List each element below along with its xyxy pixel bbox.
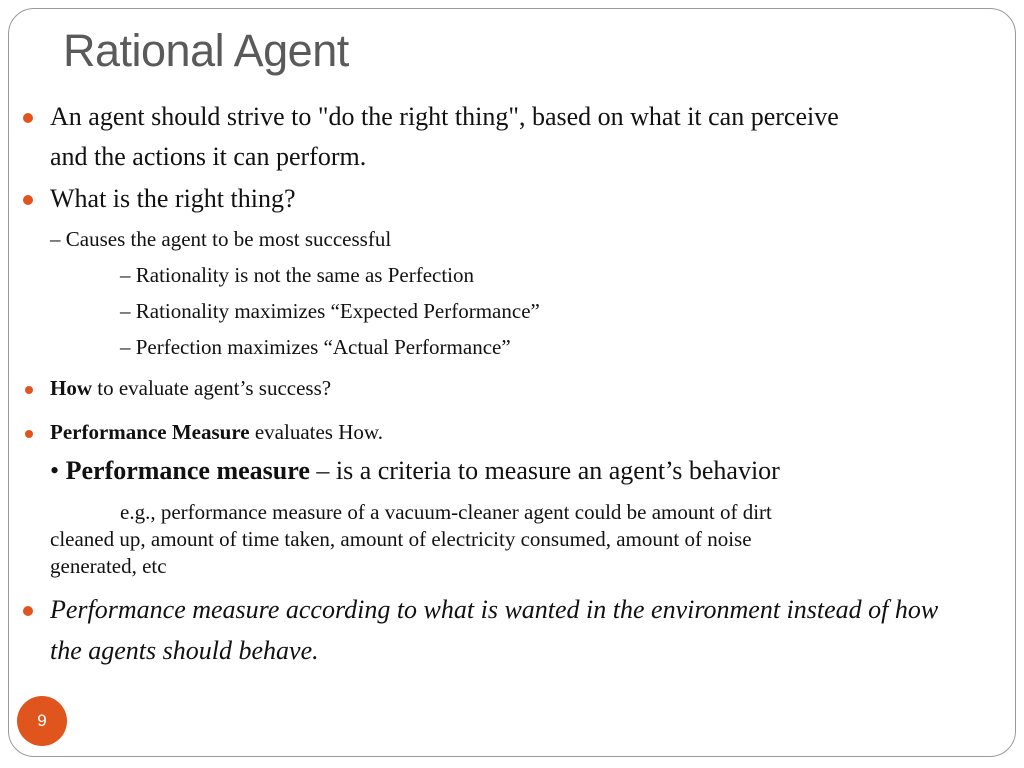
bullet-3-text: to evaluate agent’s success? [92, 376, 332, 400]
bullet-dot-icon [23, 113, 33, 123]
bullet-4-text: evaluates How. [249, 420, 383, 444]
example-line-2: cleaned up, amount of time taken, amount of electricity consumed, amount of noise [50, 527, 752, 551]
bullet-6-line-1: Performance measure according to what is wanted in the environment instead of how [50, 595, 939, 624]
bullet-1-line-1: An agent should strive to "do the right thing", based on what it can perceive [50, 102, 839, 131]
bullet-dot-icon [25, 430, 33, 438]
bullet-dot-icon [23, 606, 33, 616]
page-number-badge: 9 [17, 696, 67, 746]
bullet-2: What is the right thing? [50, 184, 296, 213]
bullet-6-line-2: the agents should behave. [50, 636, 319, 665]
bullet-4 [50, 420, 383, 445]
bullet-2-sub-1-c: – Perfection maximizes “Actual Performance” [120, 335, 511, 359]
bullet-dot-icon [23, 195, 33, 205]
example-line-1: e.g., performance measure of a vacuum-cleaner agent could be amount of dirt [120, 500, 772, 524]
slide-title: Rational Agent [63, 25, 349, 76]
bullet-5-text: – is a criteria to measure an agent’s behavior [309, 456, 780, 485]
bullet-3-bold: How [50, 376, 92, 400]
bullet-1-line-2: and the actions it can perform. [50, 142, 367, 171]
bullet-5-prefix: • [50, 456, 66, 485]
bullet-2-sub-1: – Causes the agent to be most successful [50, 227, 392, 251]
bullet-3 [50, 376, 331, 401]
bullet-dot-icon [25, 386, 33, 394]
bullet-5-bold: Performance measure [65, 456, 310, 485]
bullet-4-bold: Performance Measure [50, 420, 250, 444]
bullet-2-sub-1-b: – Rationality maximizes “Expected Performance” [120, 299, 540, 323]
bullet-2-sub-1-a: – Rationality is not the same as Perfection [120, 263, 475, 287]
example-line-3: generated, etc [50, 554, 167, 578]
bullet-5 [50, 456, 780, 486]
